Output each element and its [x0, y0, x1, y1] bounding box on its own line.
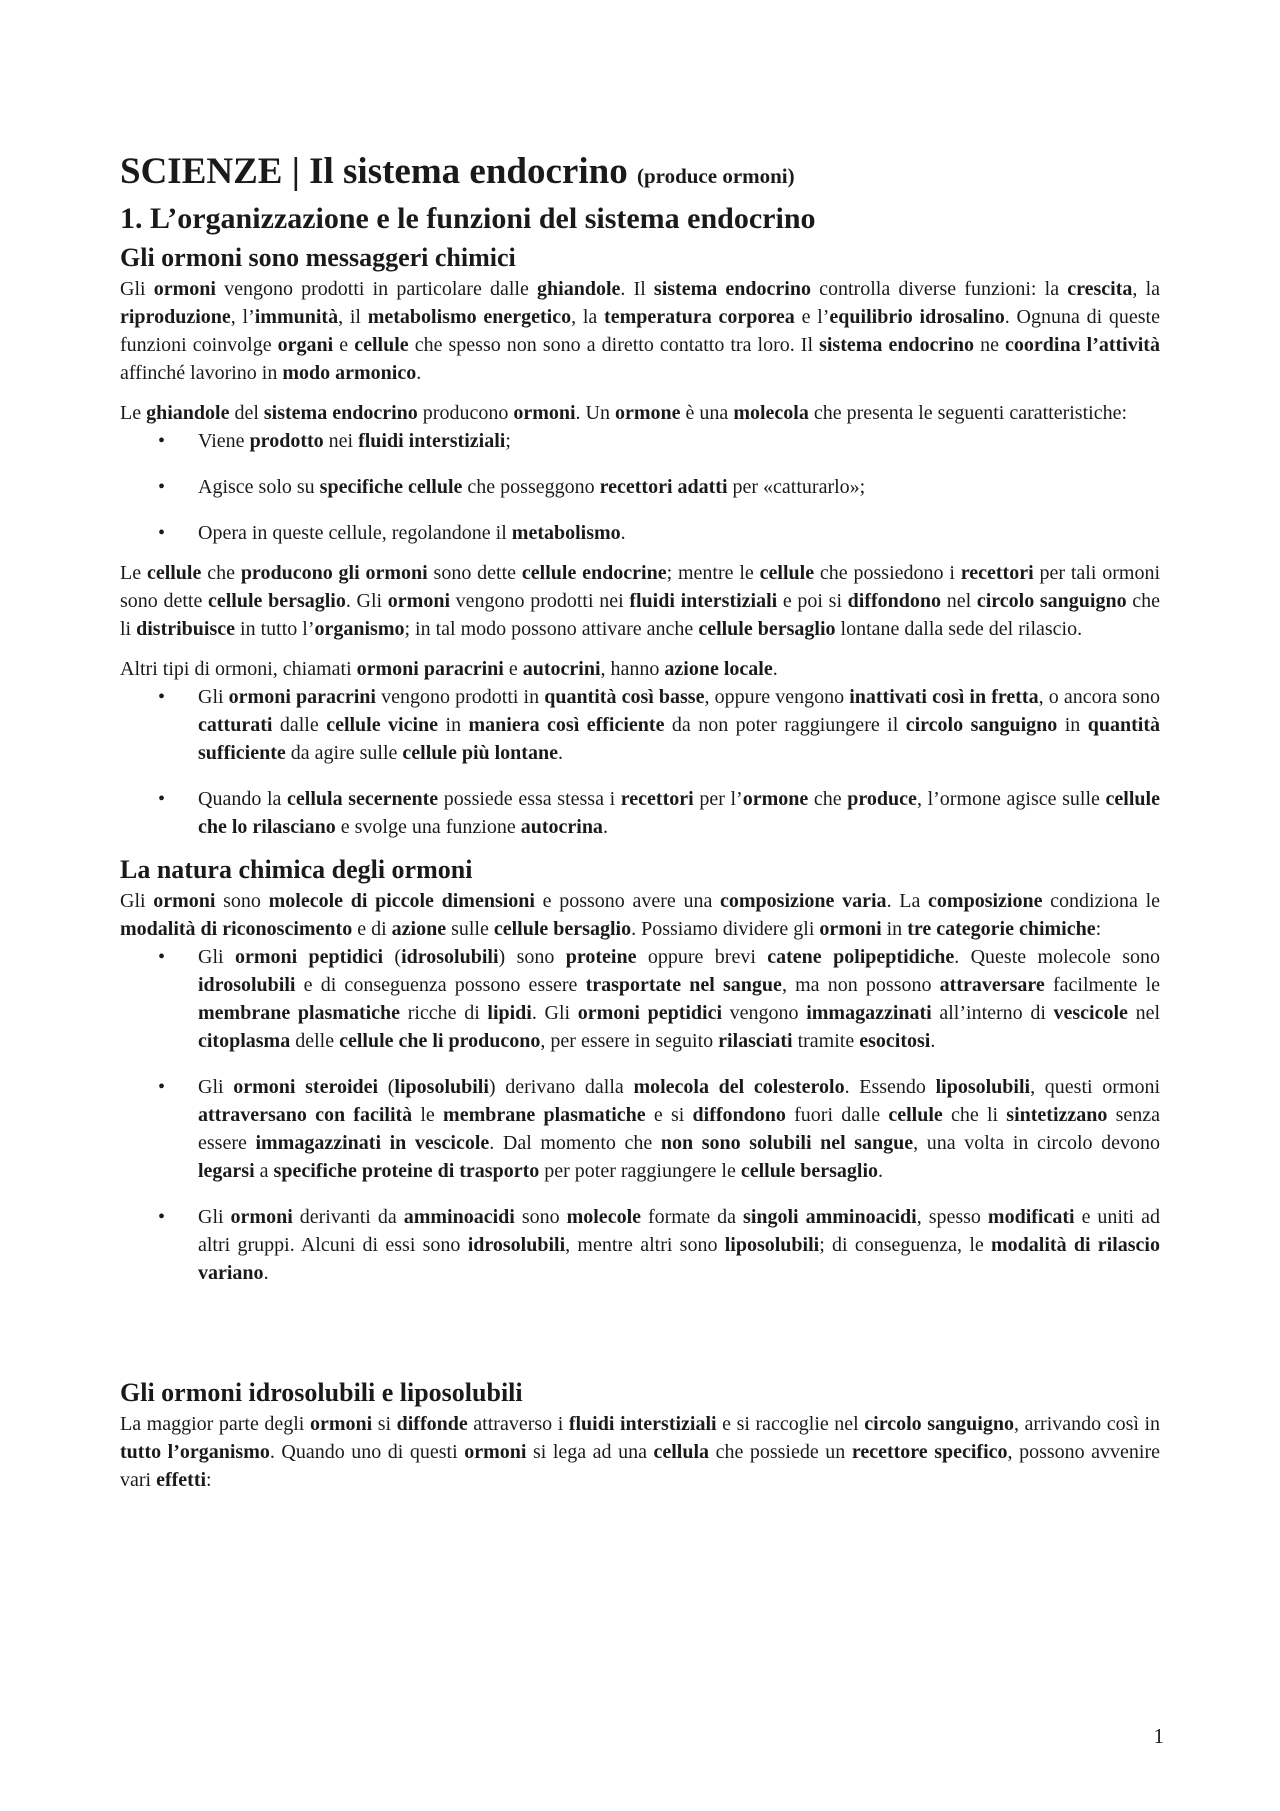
- bold-term: ormoni: [387, 590, 450, 612]
- bullet-icon: •: [158, 430, 166, 452]
- bold-term: tre categorie chimiche: [907, 918, 1096, 940]
- bold-term: organismo: [314, 618, 405, 640]
- bold-term: liposolubili: [394, 1076, 489, 1098]
- document-title: [120, 150, 1160, 198]
- bold-term: azione: [391, 918, 447, 940]
- bold-term: modalità di riconoscimento: [120, 918, 353, 940]
- bold-term: modo armonico: [282, 362, 417, 384]
- bullet-icon: •: [158, 686, 166, 708]
- bold-term: liposolubili: [935, 1076, 1031, 1098]
- bold-term: immagazzinati: [806, 1002, 932, 1024]
- bold-term: circolo sanguigno: [976, 590, 1127, 612]
- bold-term: ormoni: [230, 1206, 293, 1228]
- list-item: • Gli ormoni steroidei (liposolubili) derivano dalla molecola del colesterolo. Essendo liposolubili, questi ormoni attraversano con facilità le membrane plasmatiche e si diffondono fuori dalle cellule che li sintetizzano senza essere immagazzinati in vescicole. Dal momento che non sono solubili nel sangue, una volta in circolo devono legarsi a specifiche proteine di trasporto per poter raggiungere le cellule bersaglio.: [120, 1073, 1160, 1185]
- bold-term: recettori: [620, 788, 694, 810]
- bold-term: idrosolubili: [198, 974, 296, 996]
- bold-term: cellule bersaglio: [208, 590, 346, 612]
- list-item: • Gli ormoni derivanti da amminoacidi sono molecole formate da singoli amminoacidi, spesso modificati e uniti ad altri gruppi. Alcuni di essi sono idrosolubili, mentre altri sono liposolubili; di conseguenza, le modalità di rilascio variano.: [120, 1203, 1160, 1287]
- bold-term: cellula secernente: [287, 788, 439, 810]
- bold-term: recettore specifico: [851, 1441, 1008, 1463]
- bold-term: composizione varia: [720, 890, 887, 912]
- bold-term: molecola: [733, 402, 809, 424]
- bold-term: ormoni: [153, 890, 216, 912]
- section: [120, 853, 1160, 1287]
- bold-term: fluidi interstiziali: [629, 590, 778, 612]
- section: [120, 241, 1160, 841]
- list-item: • Opera in queste cellule, regolandone il metabolismo.: [120, 519, 1160, 547]
- bold-term: recettori: [960, 562, 1034, 584]
- section-spacer: [120, 1299, 1160, 1373]
- bold-term: tutto l’organismo: [120, 1441, 270, 1463]
- bold-term: ormoni paracrini: [356, 658, 504, 680]
- bold-term: quantità così basse: [544, 686, 705, 708]
- bold-term: immagazzinati in vescicole: [255, 1132, 490, 1154]
- section: [120, 1299, 1160, 1494]
- bold-term: fluidi interstiziali: [358, 430, 506, 452]
- bold-term: equilibrio idrosalino: [829, 306, 1005, 328]
- bold-term: cellule bersaglio: [698, 618, 836, 640]
- bold-term: diffondono: [847, 590, 942, 612]
- bold-term: coordina l’attività: [1005, 334, 1160, 356]
- bold-term: circolo sanguigno: [905, 714, 1058, 736]
- bold-term: attraversare: [939, 974, 1045, 996]
- bold-term: cellula: [653, 1441, 710, 1463]
- bold-term: recettori adatti: [599, 476, 728, 498]
- bold-term: rilasciati: [718, 1030, 793, 1052]
- bold-term: inattivati così in fretta: [849, 686, 1039, 708]
- bullet-icon: •: [158, 476, 166, 498]
- bold-term: idrosolubili: [401, 946, 499, 968]
- section-heading: La natura chimica degli ormoni: [120, 855, 473, 884]
- page-number: 1: [1153, 1724, 1164, 1748]
- title-note: (produce ormoni): [636, 164, 795, 188]
- bold-term: prodotto: [249, 430, 324, 452]
- bold-term: autocrina: [520, 816, 603, 838]
- bold-term: ormoni peptidici: [577, 1002, 723, 1024]
- bold-term: cellule più lontane: [402, 742, 558, 764]
- bold-term: sistema endocrino: [263, 402, 418, 424]
- paragraph: Gli ormoni vengono prodotti in particolare dalle ghiandole. Il sistema endocrino controlla diverse funzioni: la crescita, la riproduzione, l’immunità, il metabolismo energetico, la temperatura corporea e l’equilibrio idrosalino. Ognuna di queste funzioni coinvolge organi e cellule che spesso non sono a diretto contatto tra loro. Il sistema endocrino ne coordina l’attività affinché lavorino in modo armonico.: [120, 278, 1160, 384]
- bullet-icon: •: [158, 1076, 166, 1098]
- bold-term: singoli amminoacidi: [743, 1206, 917, 1228]
- bold-term: cellule: [888, 1104, 943, 1126]
- bold-term: immunità: [254, 306, 339, 328]
- bullet-icon: •: [158, 946, 166, 968]
- bold-term: ormone: [742, 788, 809, 810]
- bold-term: proteine: [565, 946, 637, 968]
- section-heading: Gli ormoni sono messaggeri chimici: [120, 243, 516, 272]
- bold-term: modalità di rilascio variano: [198, 1234, 1160, 1284]
- chapter-heading: 1. L’organizzazione e le funzioni del sistema endocrino: [120, 202, 816, 235]
- paragraph: La maggior parte degli ormoni si diffonde attraverso i fluidi interstiziali e si raccoglie nel circolo sanguigno, arrivando così in tutto l’organismo. Quando uno di questi ormoni si lega ad una cellula che possiede un recettore specifico, possono avvenire vari effetti:: [120, 1413, 1161, 1491]
- bold-term: cellule che li producono: [339, 1030, 541, 1052]
- bold-term: cellule vicine: [326, 714, 439, 736]
- bold-term: catene polipeptidiche: [767, 946, 955, 968]
- bullet-list: [120, 683, 1160, 841]
- bold-term: autocrini: [522, 658, 601, 680]
- bold-term: crescita: [1067, 278, 1133, 300]
- paragraph: Altri tipi di ormoni, chiamati ormoni paracrini e autocrini, hanno azione locale.: [120, 658, 778, 680]
- bold-term: sistema endocrino: [653, 278, 811, 300]
- bold-term: ormone: [615, 402, 681, 424]
- bold-term: distribuisce: [136, 618, 236, 640]
- bold-term: ormoni peptidici: [234, 946, 384, 968]
- paragraph: Le ghiandole del sistema endocrino producono ormoni. Un ormone è una molecola che presenta le seguenti caratteristiche:: [120, 402, 1128, 424]
- bold-term: attraversano con facilità: [198, 1104, 413, 1126]
- bold-term: metabolismo: [511, 522, 621, 544]
- bold-term: molecole di piccole dimensioni: [268, 890, 535, 912]
- bold-term: ormoni: [153, 278, 216, 300]
- bold-term: cellule: [146, 562, 202, 584]
- bold-term: membrane plasmatiche: [443, 1104, 646, 1126]
- bold-term: citoplasma: [198, 1030, 291, 1052]
- bold-term: amminoacidi: [403, 1206, 515, 1228]
- bold-term: idrosolubili: [467, 1234, 566, 1256]
- bullet-icon: •: [158, 522, 166, 544]
- bold-term: non sono solubili nel sangue: [660, 1132, 914, 1154]
- list-item: • Gli ormoni peptidici (idrosolubili) sono proteine oppure brevi catene polipeptidiche. Queste molecole sono idrosolubili e di conseguenza possono essere trasportate nel sangue, ma non possono attraversare facilmente le membrane plasmatiche ricche di lipidi. Gli ormoni peptidici vengono immagazzinati all’interno di vescicole nel citoplasma delle cellule che li producono, per essere in seguito rilasciati tramite esocitosi.: [120, 943, 1160, 1055]
- bold-term: ormoni steroidei: [233, 1076, 379, 1098]
- bold-term: legarsi: [198, 1160, 255, 1182]
- bold-term: maniera così efficiente: [468, 714, 665, 736]
- document-body: [120, 241, 1160, 1494]
- paragraph: Le cellule che producono gli ormoni sono dette cellule endocrine; mentre le cellule che possiedono i recettori per tali ormoni sono dette cellule bersaglio. Gli ormoni vengono prodotti nei fluidi interstiziali e poi si diffondono nel circolo sanguigno che li distribuisce in tutto l’organismo; in tal modo possono attivare anche cellule bersaglio lontane dalla sede del rilascio.: [120, 562, 1161, 640]
- bold-term: cellule bersaglio: [740, 1160, 879, 1182]
- bold-term: temperatura corporea: [604, 306, 795, 328]
- bold-term: ormoni: [309, 1413, 373, 1435]
- list-item: • Agisce solo su specifiche cellule che posseggono recettori adatti per «catturarlo»;: [120, 473, 1160, 501]
- bold-term: quantità sufficiente: [198, 714, 1160, 764]
- bold-term: cellule endocrine: [521, 562, 667, 584]
- bold-term: ormoni: [819, 918, 882, 940]
- bold-term: molecola del colesterolo: [633, 1076, 845, 1098]
- bold-term: liposolubili: [724, 1234, 820, 1256]
- bold-term: cellule che lo rilasciano: [198, 788, 1160, 838]
- bold-term: effetti: [156, 1469, 207, 1491]
- bold-term: cellule: [759, 562, 815, 584]
- bold-term: circolo sanguigno: [864, 1413, 1014, 1435]
- bold-term: ormoni: [513, 402, 576, 424]
- list-item: • Gli ormoni paracrini vengono prodotti in quantità così basse, oppure vengono inattivati così in fretta, o ancora sono catturati dalle cellule vicine in maniera così efficiente da non poter raggiungere il circolo sanguigno in quantità sufficiente da agire sulle cellule più lontane.: [120, 683, 1160, 767]
- bold-term: organi: [277, 334, 334, 356]
- bullet-icon: •: [158, 788, 166, 810]
- bold-term: ghiandole: [146, 402, 230, 424]
- title-main: SCIENZE | Il sistema endocrino: [120, 151, 628, 192]
- bold-term: specifiche proteine di trasporto: [273, 1160, 540, 1182]
- bold-term: ormoni: [464, 1441, 527, 1463]
- bold-term: producono gli ormoni: [240, 562, 428, 584]
- bullet-list: [120, 427, 1160, 547]
- bold-term: sintetizzano: [1006, 1104, 1108, 1126]
- bold-term: molecole: [566, 1206, 641, 1228]
- bold-term: metabolismo energetico: [367, 306, 572, 328]
- bold-term: azione locale: [664, 658, 773, 680]
- bold-term: cellule bersaglio: [493, 918, 632, 940]
- bold-term: produce: [847, 788, 917, 810]
- bold-term: catturati: [198, 714, 273, 736]
- bold-term: membrane plasmatiche: [198, 1002, 401, 1024]
- bullet-list: [120, 943, 1160, 1287]
- bold-term: lipidi: [487, 1002, 532, 1024]
- list-item: • Viene prodotto nei fluidi interstiziali;: [120, 427, 1160, 455]
- bold-term: composizione: [928, 890, 1043, 912]
- bold-term: diffonde: [396, 1413, 468, 1435]
- bold-term: specifiche cellule: [319, 476, 463, 498]
- bold-term: ormoni paracrini: [228, 686, 376, 708]
- bullet-icon: •: [158, 1206, 166, 1228]
- bold-term: esocitosi: [859, 1030, 931, 1052]
- bold-term: cellule: [354, 334, 409, 356]
- bold-term: ghiandole: [537, 278, 621, 300]
- bold-term: sistema endocrino: [819, 334, 975, 356]
- bold-term: trasportate nel sangue: [585, 974, 782, 996]
- bold-term: modificati: [987, 1206, 1075, 1228]
- bold-term: fluidi interstiziali: [568, 1413, 717, 1435]
- list-item: • Quando la cellula secernente possiede essa stessa i recettori per l’ormone che produce, l’ormone agisce sulle cellule che lo rilasciano e svolge una funzione autocrina.: [120, 785, 1160, 841]
- bold-term: diffondono: [692, 1104, 786, 1126]
- section-heading: Gli ormoni idrosolubili e liposolubili: [120, 1378, 523, 1407]
- bold-term: riproduzione: [120, 306, 231, 328]
- paragraph: Gli ormoni sono molecole di piccole dimensioni e possono avere una composizione varia. La composizione condiziona le modalità di riconoscimento e di azione sulle cellule bersaglio. Possiamo dividere gli ormoni in tre categorie chimiche:: [120, 890, 1161, 940]
- bold-term: vescicole: [1053, 1002, 1128, 1024]
